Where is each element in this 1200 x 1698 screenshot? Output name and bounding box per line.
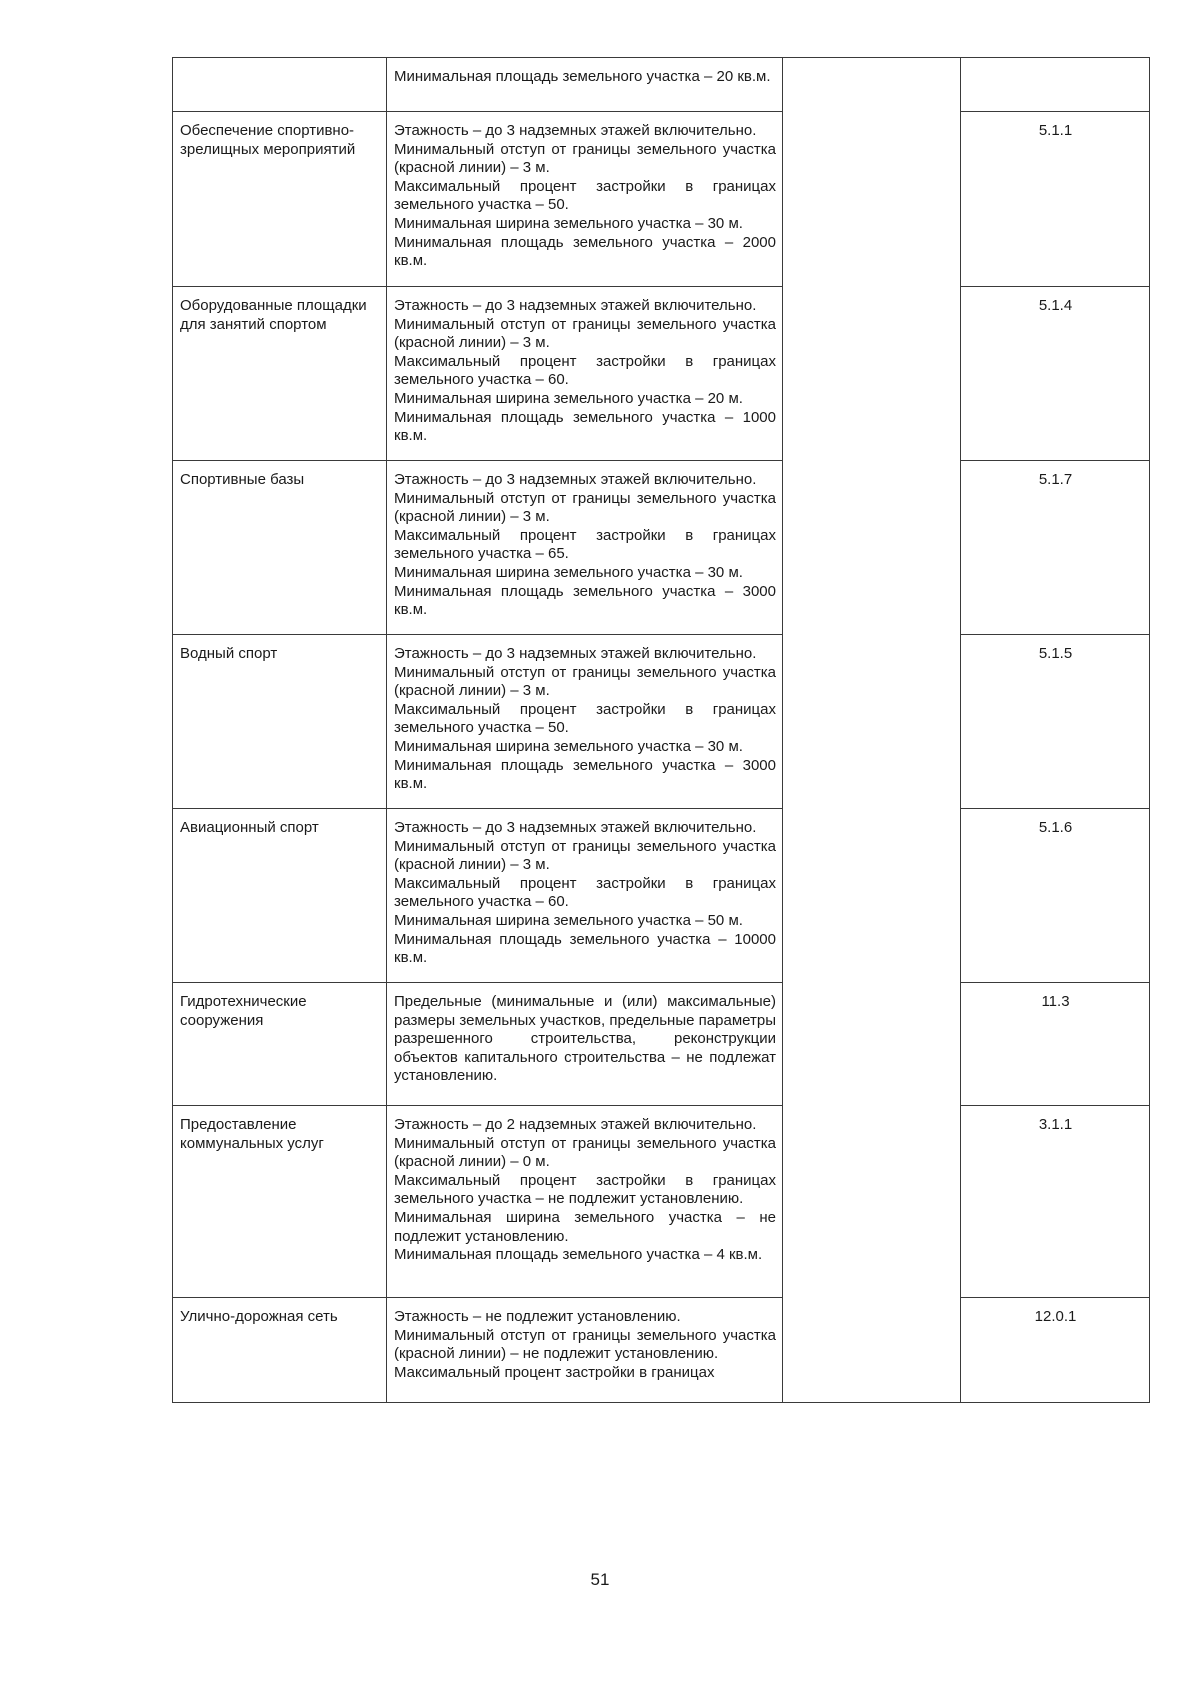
parameter-line: Минимальная площадь земельного участка – 1000 кв.м. (394, 408, 776, 445)
parameter-line: Минимальный отступ от границы земельного участка (красной линии) – 3 м. (394, 663, 776, 700)
parameter-line: Минимальная площадь земельного участка – 4 кв.м. (394, 1246, 763, 1264)
parameter-line: Этажность – до 3 надземных этажей включительно. (394, 297, 757, 314)
use-type-name: Предоставление коммунальных услуг (173, 1106, 387, 1298)
use-type-code: 5.1.5 (961, 635, 1150, 809)
table-row (173, 58, 1150, 112)
parameter-line: Этажность – до 2 надземных этажей включительно. (394, 1116, 757, 1133)
construction-parameters (387, 809, 783, 983)
parameter-line: Максимальный процент застройки в границах земельного участка – не подлежит установлению. (394, 1171, 776, 1208)
use-type-name: Обеспечение спортивно-зрелищных мероприятий (173, 112, 387, 287)
parameter-line: Этажность – до 3 надземных этажей включительно. (394, 819, 757, 836)
parameter-line: Минимальный отступ от границы земельного участка (красной линии) – 3 м. (394, 315, 776, 352)
parameter-line: Максимальный процент застройки в границах земельного участка – 60. (394, 352, 776, 389)
use-type-name: Водный спорт (173, 635, 387, 809)
construction-parameters (387, 58, 783, 112)
parameter-line: Минимальный отступ от границы земельного участка (красной линии) – 3 м. (394, 489, 776, 526)
construction-parameters (387, 983, 783, 1106)
parameter-line: Этажность – до 3 надземных этажей включительно. (394, 645, 757, 662)
parameter-line: Минимальная площадь земельного участка – 2000 кв.м. (394, 233, 776, 270)
construction-parameters (387, 1298, 783, 1403)
regulations-table (172, 57, 1150, 1403)
construction-parameters (387, 112, 783, 287)
construction-parameters (387, 461, 783, 635)
use-type-code: 5.1.4 (961, 287, 1150, 461)
use-type-code: 5.1.6 (961, 809, 1150, 983)
use-type-name: Авиационный спорт (173, 809, 387, 983)
parameter-line: Максимальный процент застройки в границах земельного участка – 60. (394, 874, 776, 911)
table-row (173, 461, 1150, 635)
use-type-name: Оборудованные площадки для занятий спортом (173, 287, 387, 461)
parameter-line: Минимальный отступ от границы земельного участка (красной линии) – 3 м. (394, 140, 776, 177)
parameter-line: Минимальный отступ от границы земельного участка (красной линии) – не подлежит установлению. (394, 1326, 776, 1363)
use-type-name: Спортивные базы (173, 461, 387, 635)
parameter-line: Предельные (минимальные и (или) максимальные) размеры земельных участков, предельные параметры разрешенного строительства, реконструкции объектов капитального строительства – не подлежат установлению. (394, 993, 776, 1085)
parameter-line: Максимальный процент застройки в границах (394, 1363, 715, 1381)
construction-parameters (387, 635, 783, 809)
parameter-line: Минимальная площадь земельного участка – 20 кв.м. (394, 68, 771, 85)
parameter-line: Минимальная ширина земельного участка – 30 м. (394, 214, 743, 232)
parameter-line: Минимальная ширина земельного участка – 20 м. (394, 389, 743, 407)
parameter-line: Этажность – не подлежит установлению. (394, 1308, 681, 1325)
parameter-line: Минимальная площадь земельного участка – 3000 кв.м. (394, 582, 776, 619)
parameter-line: Минимальный отступ от границы земельного участка (красной линии) – 3 м. (394, 837, 776, 874)
use-type-code: 12.0.1 (961, 1298, 1150, 1403)
construction-parameters (387, 1106, 783, 1298)
table-row (173, 809, 1150, 983)
use-type-code: 5.1.7 (961, 461, 1150, 635)
parameter-line: Минимальная площадь земельного участка – 10000 кв.м. (394, 930, 776, 967)
table-row (173, 112, 1150, 287)
parameter-line: Минимальная ширина земельного участка – 50 м. (394, 911, 743, 929)
table-row (173, 1298, 1150, 1403)
parameter-line: Минимальная ширина земельного участка – 30 м. (394, 737, 743, 755)
parameter-line: Минимальный отступ от границы земельного участка (красной линии) – 0 м. (394, 1134, 776, 1171)
parameter-line: Максимальный процент застройки в границах земельного участка – 50. (394, 700, 776, 737)
parameter-line: Минимальная ширина земельного участка – 30 м. (394, 563, 743, 581)
use-type-code (961, 58, 1150, 112)
restrictions-cell (783, 58, 961, 1403)
use-type-code: 5.1.1 (961, 112, 1150, 287)
page-number: 51 (590, 1570, 610, 1589)
parameter-line: Этажность – до 3 надземных этажей включительно. (394, 122, 757, 139)
parameter-line: Максимальный процент застройки в границах земельного участка – 50. (394, 177, 776, 214)
use-type-code: 11.3 (961, 983, 1150, 1106)
use-type-name (173, 58, 387, 112)
regulations-table-body (173, 58, 1150, 1403)
table-row (173, 1106, 1150, 1298)
use-type-name: Улично-дорожная сеть (173, 1298, 387, 1403)
parameter-line: Этажность – до 3 надземных этажей включительно. (394, 471, 757, 488)
use-type-name: Гидротехнические сооружения (173, 983, 387, 1106)
table-row (173, 983, 1150, 1106)
parameter-line: Минимальная площадь земельного участка – 3000 кв.м. (394, 756, 776, 793)
use-type-code: 3.1.1 (961, 1106, 1150, 1298)
table-row (173, 287, 1150, 461)
construction-parameters (387, 287, 783, 461)
parameter-line: Максимальный процент застройки в границах земельного участка – 65. (394, 526, 776, 563)
parameter-line: Минимальная ширина земельного участка – не подлежит установлению. (394, 1208, 776, 1245)
table-row (173, 635, 1150, 809)
